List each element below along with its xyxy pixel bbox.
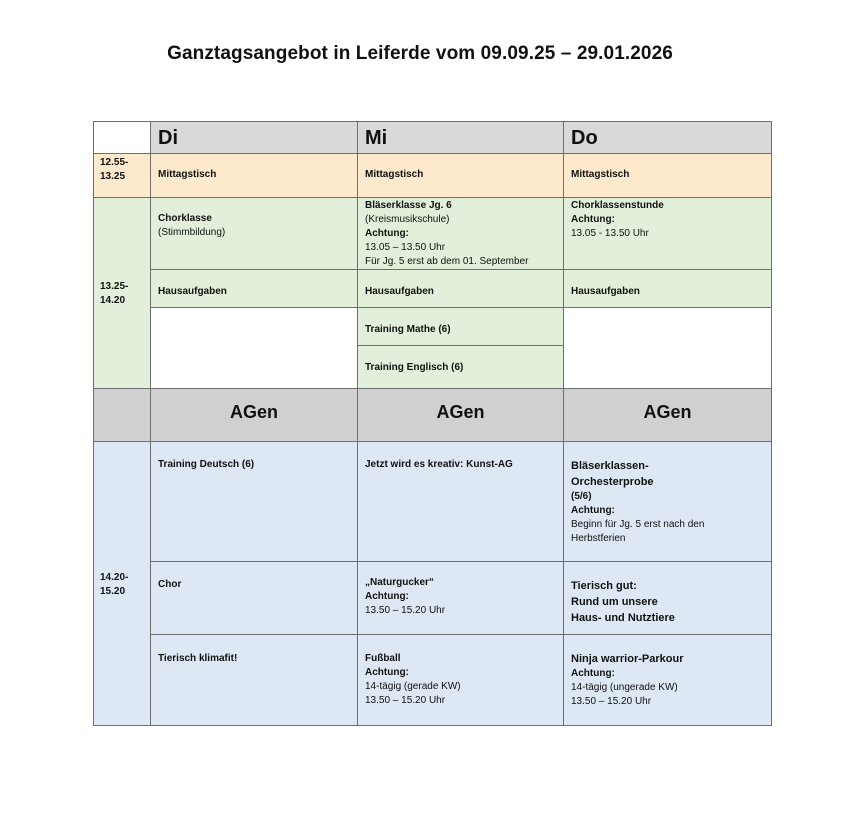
note-time: 13.50 – 15.20 Uhr [571, 696, 652, 707]
lunch-time [94, 154, 151, 198]
note-label: Achtung: [365, 228, 409, 239]
training-math-cell [358, 308, 564, 346]
block1-time [94, 198, 151, 389]
time-label: 12.55- [100, 157, 129, 168]
activity-title: „Naturgucker“ [365, 577, 434, 588]
agen-do [564, 389, 772, 442]
training-english-cell [358, 346, 564, 389]
note-label: Achtung: [571, 505, 615, 516]
activity-title: Haus- und Nutztiere [571, 612, 675, 624]
activity-title: Rund um unsere [571, 596, 658, 608]
note-label: Achtung: [571, 214, 615, 225]
homework-label: Hausaufgaben [571, 286, 640, 297]
training-row1 [94, 308, 772, 346]
time-label: 13.25- [100, 281, 129, 292]
lunch-label: Mittagstisch [365, 169, 424, 180]
training-deutsch-cell [151, 442, 358, 562]
activity-title: Tierisch gut: [571, 580, 637, 592]
activity-title: Bläserklassen- [571, 460, 649, 472]
fussball-cell [358, 635, 564, 726]
chorklasse-cell [151, 198, 358, 270]
schedule-table [93, 121, 772, 726]
agen-label: AGen [229, 402, 278, 422]
agen-label: AGen [643, 402, 692, 422]
agen-mi [358, 389, 564, 442]
agen-corner [94, 389, 151, 442]
blaeserklasse-cell [358, 198, 564, 270]
note-label: Achtung: [571, 668, 615, 679]
chorklassenstunde-cell [564, 198, 772, 270]
note-time: 13.05 - 13.50 Uhr [571, 228, 649, 239]
orchesterprobe-cell [564, 442, 772, 562]
training-label: Training Englisch (6) [365, 362, 464, 373]
activity-sub: (Kreismusikschule) [365, 214, 450, 225]
note-time: 13.50 – 15.20 Uhr [365, 605, 446, 616]
activity-title: Jetzt wird es kreativ: Kunst-AG [365, 459, 513, 470]
agen-di [151, 389, 358, 442]
header-row [94, 122, 772, 154]
activity-title: Chorklassenstunde [571, 200, 664, 211]
activity-sub: (Stimmbildung) [158, 227, 226, 238]
lunch-di [151, 154, 358, 198]
lunch-do [564, 154, 772, 198]
naturgucker-cell [358, 562, 564, 635]
note-text: 14-tägig (ungerade KW) [571, 682, 678, 693]
empty-cell-di [151, 308, 358, 389]
header-mi [358, 122, 564, 154]
time-label: 14.20- [100, 571, 129, 583]
klimafit-cell [151, 635, 358, 726]
kunst-ag-cell [358, 442, 564, 562]
block2-row3 [94, 635, 772, 726]
header-di [151, 122, 358, 154]
homework-mi [358, 270, 564, 308]
parkour-cell [564, 635, 772, 726]
agen-label: AGen [436, 402, 485, 422]
time-label: 15.20 [100, 585, 126, 597]
note-label: Achtung: [365, 667, 409, 678]
lunch-label: Mittagstisch [571, 169, 630, 180]
block1-row1 [94, 198, 772, 270]
note-text: Herbstferien [571, 533, 626, 544]
activity-title: Chorklasse [158, 213, 212, 224]
activity-title: Training Deutsch (6) [158, 459, 255, 470]
note-time: 13.05 – 13.50 Uhr [365, 242, 446, 253]
training-label: Training Mathe (6) [365, 324, 451, 335]
time-label: 13.25 [100, 171, 126, 182]
block2-row2 [94, 562, 772, 635]
activity-title: Ninja warrior-Parkour [571, 653, 684, 665]
block2-time [94, 442, 151, 726]
page-title: Ganztagsangebot in Leiferde vom 09.09.25 – 29.01.2026 [167, 43, 673, 64]
activity-title: Fußball [365, 653, 401, 664]
chor-cell [151, 562, 358, 635]
activity-title: Bläserklasse Jg. 6 [365, 200, 452, 211]
block2-row1 [94, 442, 772, 562]
homework-row [94, 270, 772, 308]
lunch-label: Mittagstisch [158, 169, 217, 180]
homework-label: Hausaufgaben [158, 286, 227, 297]
activity-title: Chor [158, 579, 182, 590]
note-text: Beginn für Jg. 5 erst nach den [571, 519, 705, 530]
activity-sub: (5/6) [571, 491, 592, 502]
homework-do [564, 270, 772, 308]
header-do [564, 122, 772, 154]
activity-title: Orchesterprobe [571, 476, 654, 488]
lunch-mi [358, 154, 564, 198]
activity-title: Tierisch klimafit! [158, 653, 238, 664]
note-extra: Für Jg. 5 erst ab dem 01. September [365, 256, 529, 267]
day-label-do: Do [571, 127, 598, 149]
agen-row [94, 389, 772, 442]
note-time: 13.50 – 15.20 Uhr [365, 695, 446, 706]
time-label: 14.20 [100, 295, 126, 306]
homework-di [151, 270, 358, 308]
tierisch-gut-cell [564, 562, 772, 635]
note-label: Achtung: [365, 591, 409, 602]
day-label-mi: Mi [365, 127, 388, 149]
homework-label: Hausaufgaben [365, 286, 434, 297]
day-label-di: Di [158, 127, 178, 149]
header-corner [94, 122, 151, 154]
note-text: 14-tägig (gerade KW) [365, 681, 461, 692]
empty-cell-do [564, 308, 772, 389]
lunch-row [94, 154, 772, 198]
